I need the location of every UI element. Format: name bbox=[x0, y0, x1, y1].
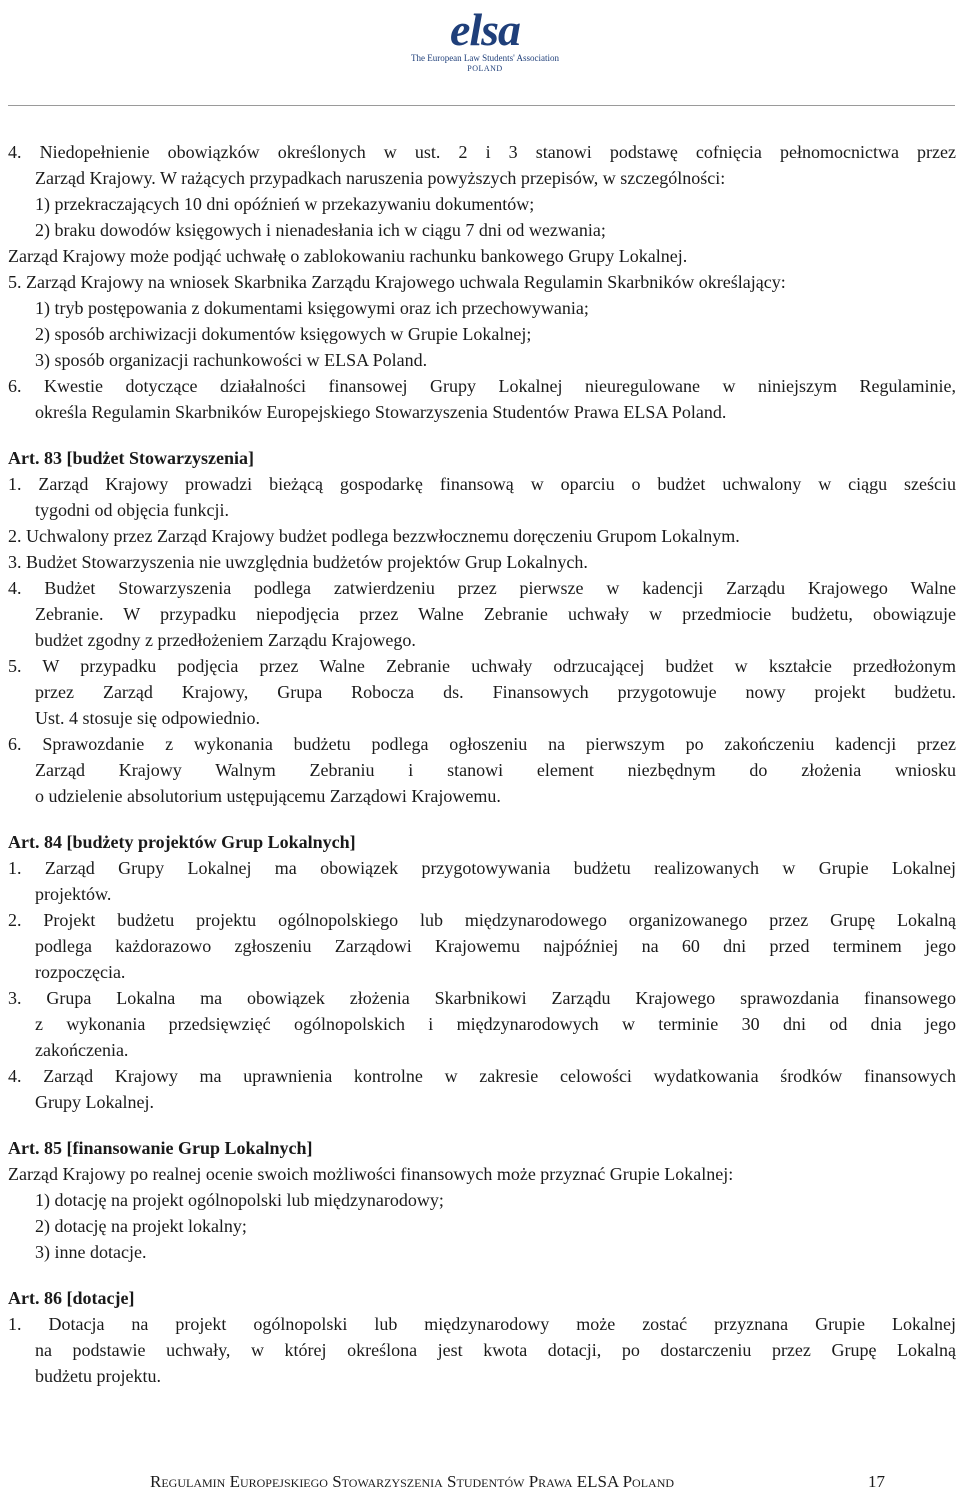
text-line: 2) dotację na projekt lokalny; bbox=[35, 1216, 247, 1236]
text-line: 1) przekraczających 10 dni opóźnień w przekazywaniu dokumentów; bbox=[35, 194, 535, 214]
article-heading: Art. 84 [budżety projektów Grup Lokalnych] bbox=[8, 832, 356, 852]
page-header bbox=[0, 0, 960, 106]
text-line: 1. Zarząd Grupy Lokalnej ma obowiązek przygotowywania budżetu realizowanych w Grupie Lokalnej bbox=[8, 858, 956, 878]
text-line: rozpoczęcia. bbox=[35, 962, 126, 982]
text-line: 3. Budżet Stowarzyszenia nie uwzględnia budżetów projektów Grup Lokalnych. bbox=[8, 552, 588, 572]
text-line: 6. Sprawozdanie z wykonania budżetu podlega ogłoszeniu na pierwszym po zakończeniu kadencji przez bbox=[8, 734, 956, 754]
text-line: 2. Projekt budżetu projektu ogólnopolskiego lub międzynarodowego organizowanego przez Grupę Lokalną bbox=[8, 910, 956, 930]
text-line: projektów. bbox=[35, 884, 112, 904]
text-line: 1. Dotacja na projekt ogólnopolski lub międzynarodowy może zostać przyznana Grupie Lokalnej bbox=[8, 1314, 956, 1334]
page-number: 17 bbox=[868, 1472, 885, 1491]
text-line: Zarząd Krajowy Walnym Zebraniu i stanowi element niezbędnym do złożenia wniosku bbox=[35, 760, 956, 780]
text-line: Zarząd Krajowy po realnej ocenie swoich możliwości finansowych może przyznać Grupie Lokalnej: bbox=[8, 1164, 734, 1184]
text-line: 2. Uchwalony przez Zarząd Krajowy budżet podlega bezzwłocznemu doręczeniu Grupom Lokalnym. bbox=[8, 526, 740, 546]
text-line: 2) sposób archiwizacji dokumentów księgowych w Grupie Lokalnej; bbox=[35, 324, 532, 344]
elsa-logo bbox=[410, 4, 560, 74]
text-line: podlega każdorazowo zgłoszeniu Zarządowi Krajowemu najpóźniej na 60 dni przed terminem jego bbox=[35, 936, 956, 956]
text-line: Ust. 4 stosuje się odpowiednio. bbox=[35, 708, 260, 728]
paragraph-gap bbox=[8, 425, 956, 445]
paragraph-gap bbox=[8, 1265, 956, 1285]
text-line: określa Regulamin Skarbników Europejskiego Stowarzyszenia Studentów Prawa ELSA Poland. bbox=[35, 402, 727, 422]
paragraph-gap bbox=[8, 809, 956, 829]
text-line: 1) tryb postępowania z dokumentami księgowymi oraz ich przechowywania; bbox=[35, 298, 589, 318]
text-line: 3. Grupa Lokalna ma obowiązek złożenia Skarbnikowi Zarządu Krajowego sprawozdania finansowego bbox=[8, 988, 956, 1008]
text-line: 4. Budżet Stowarzyszenia podlega zatwierdzeniu przez pierwsze w kadencji Zarządu Krajowego Walne bbox=[8, 578, 956, 598]
text-line: tygodni od objęcia funkcji. bbox=[35, 500, 229, 520]
logo-subtitle: The European Law Students' Association bbox=[410, 53, 560, 63]
text-line: 1. Zarząd Krajowy prowadzi bieżącą gospodarkę finansową w oparciu o budżet uchwalony w ciągu sześciu bbox=[8, 474, 956, 494]
header-divider bbox=[8, 105, 955, 106]
logo-mark: elsa bbox=[449, 4, 521, 55]
text-line: budżet zgodny z przedłożeniem Zarządu Krajowego. bbox=[35, 630, 416, 650]
text-line: z wykonania przedsięwzięć ogólnopolskich i międzynarodowych w terminie 30 dni od dnia jego bbox=[35, 1014, 956, 1034]
document-body bbox=[8, 139, 956, 1389]
text-line: 3) sposób organizacji rachunkowości w ELSA Poland. bbox=[35, 350, 428, 370]
paragraph-gap bbox=[8, 1115, 956, 1135]
text-line: Zebranie. W przypadku niepodjęcia przez Walne Zebranie uchwały w przedmiocie budżetu, obowiązuje bbox=[35, 604, 956, 624]
text-line: 4. Zarząd Krajowy ma uprawnienia kontrolne w zakresie celowości wydatkowania środków finansowych bbox=[8, 1066, 956, 1086]
text-line: budżetu projektu. bbox=[35, 1366, 161, 1386]
text-line: 6. Kwestie dotyczące działalności finansowej Grupy Lokalnej nieuregulowane w niniejszym Regulaminie, bbox=[8, 376, 956, 396]
text-line: 5. W przypadku podjęcia przez Walne Zebranie uchwały odrzucającej budżet w kształcie przedłożonym bbox=[8, 656, 956, 676]
article-heading: Art. 85 [finansowanie Grup Lokalnych] bbox=[8, 1138, 313, 1158]
text-line: 3) inne dotacje. bbox=[35, 1242, 147, 1262]
article-heading: Art. 86 [dotacje] bbox=[8, 1288, 135, 1308]
text-line: 1) dotację na projekt ogólnopolski lub międzynarodowy; bbox=[35, 1190, 444, 1210]
text-line: Grupy Lokalnej. bbox=[35, 1092, 154, 1112]
text-line: Zarząd Krajowy. W rażących przypadkach naruszenia powyższych przepisów, w szczególności: bbox=[35, 168, 726, 188]
text-line: 4. Niedopełnienie obowiązków określonych w ust. 2 i 3 stanowi podstawę cofnięcia pełnomocnictwa przez bbox=[8, 142, 956, 162]
text-line: zakończenia. bbox=[35, 1040, 129, 1060]
text-line: przez Zarząd Krajowy, Grupa Robocza ds. Finansowych przygotowuje nowy projekt budżetu. bbox=[35, 682, 956, 702]
text-line: 5. Zarząd Krajowy na wniosek Skarbnika Zarządu Krajowego uchwala Regulamin Skarbników określający: bbox=[8, 272, 786, 292]
article-heading: Art. 83 [budżet Stowarzyszenia] bbox=[8, 448, 254, 468]
text-line: 2) braku dowodów księgowych i nienadesłania ich w ciągu 7 dni od wezwania; bbox=[35, 220, 606, 240]
text-line: na podstawie uchwały, w której określona jest kwota dotacji, po dostarczeniu przez Grupę Lokalną bbox=[35, 1340, 956, 1360]
logo-country: POLAND bbox=[467, 64, 503, 73]
text-line: Zarząd Krajowy może podjąć uchwałę o zablokowaniu rachunku bankowego Grupy Lokalnej. bbox=[8, 246, 688, 266]
page-footer bbox=[150, 1472, 890, 1492]
footer-title: Regulamin Europejskiego Stowarzyszenia Studentów Prawa ELSA Poland bbox=[150, 1472, 675, 1491]
text-line: o udzielenie absolutorium ustępującemu Zarządowi Krajowemu. bbox=[35, 786, 501, 806]
